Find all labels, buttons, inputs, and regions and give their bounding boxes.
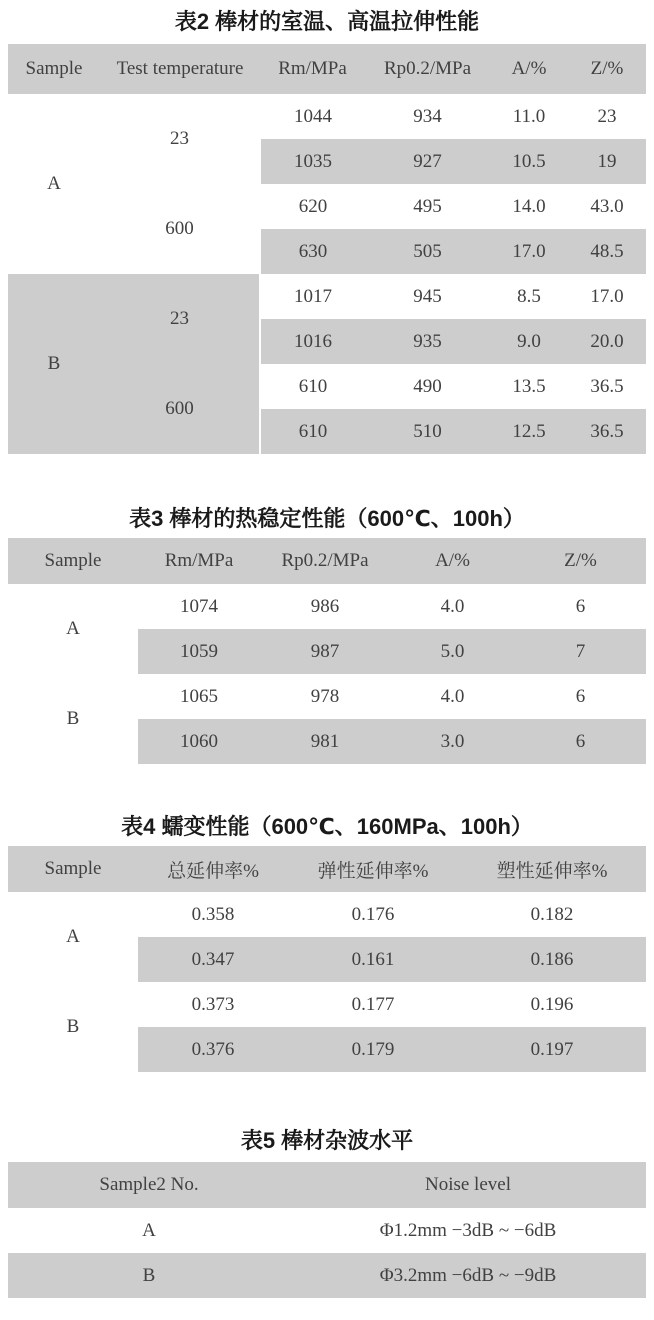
- data-cell: 0.177: [351, 993, 395, 1015]
- data-cell: 927: [365, 139, 490, 184]
- data-cell: 9.0: [490, 319, 568, 364]
- data-cell: Φ1.2mm −3dB ~ −6dB: [379, 1219, 557, 1241]
- data-cell: 0.182: [530, 903, 574, 925]
- table-row: [8, 364, 646, 409]
- data-cell: 6: [575, 685, 586, 707]
- data-cell: 8.5: [517, 285, 541, 307]
- sample-cell: A: [142, 1219, 156, 1241]
- table-3-title: 表3 棒材的热稳定性能（600℃、100h）: [129, 506, 525, 531]
- table-row: [8, 1208, 646, 1253]
- column-header: Rp0.2/MPa: [365, 44, 490, 94]
- table-row: [8, 892, 646, 937]
- data-cell: 13.5: [512, 375, 546, 397]
- data-cell: 36.5: [568, 409, 646, 454]
- data-cell: 935: [365, 319, 490, 364]
- table-row: [8, 1253, 646, 1298]
- table-5-title: 表5 棒材杂波水平: [240, 1128, 414, 1153]
- data-cell: 36.5: [590, 375, 624, 397]
- data-cell: 1065: [180, 685, 218, 707]
- data-cell: 14.0: [512, 195, 546, 217]
- data-cell: 48.5: [568, 229, 646, 274]
- data-cell: 11.0: [512, 105, 546, 127]
- data-cell: 6: [515, 719, 646, 764]
- column-header: Rm/MPa: [260, 44, 365, 94]
- data-cell: 43.0: [590, 195, 624, 217]
- column-header: A/%: [490, 44, 568, 94]
- data-cell: 23: [597, 105, 617, 127]
- data-cell: 620: [260, 184, 365, 229]
- data-cell: 987: [260, 629, 390, 674]
- column-header: Sample: [8, 846, 138, 892]
- table-row: [8, 584, 646, 629]
- column-header: 总延伸率%: [138, 846, 288, 892]
- data-cell: 0.161: [288, 937, 458, 982]
- column-header: Sample2 No.: [8, 1162, 290, 1208]
- data-cell: 986: [310, 595, 340, 617]
- data-cell: 17.0: [590, 285, 624, 307]
- table-4-title: 表4 蠕变性能（600℃、160MPa、100h）: [121, 814, 533, 839]
- data-cell: 0.196: [530, 993, 574, 1015]
- column-header: Z/%: [568, 44, 646, 94]
- data-cell: 0.376: [138, 1027, 288, 1072]
- sample-cell: A: [66, 926, 80, 947]
- data-cell: 12.5: [490, 409, 568, 454]
- column-header: Noise level: [290, 1162, 646, 1208]
- data-cell: 7: [515, 629, 646, 674]
- sample-cell: B: [66, 1016, 80, 1037]
- column-header: 弹性延伸率%: [288, 846, 458, 892]
- data-cell: 934: [413, 105, 442, 127]
- data-cell: 505: [365, 229, 490, 274]
- sample-cell: B: [66, 708, 80, 729]
- data-cell: 1016: [260, 319, 365, 364]
- data-cell: 1044: [260, 94, 365, 139]
- column-header: 塑性延伸率%: [458, 846, 646, 892]
- table-row: [8, 674, 646, 719]
- data-cell: 978: [310, 685, 340, 707]
- column-header: Sample: [8, 44, 100, 94]
- temp-cell: 600: [100, 364, 260, 454]
- data-cell: 0.373: [191, 993, 235, 1015]
- column-header: Rm/MPa: [138, 538, 260, 584]
- data-cell: 1060: [138, 719, 260, 764]
- sample-cell: A: [47, 173, 61, 194]
- table-row: [8, 184, 646, 229]
- data-cell: Φ3.2mm −6dB ~ −9dB: [290, 1253, 646, 1298]
- data-cell: 10.5: [490, 139, 568, 184]
- column-header: Z/%: [515, 538, 646, 584]
- temp-cell: 23: [170, 128, 189, 149]
- column-header: A/%: [390, 538, 515, 584]
- data-cell: 0.197: [458, 1027, 646, 1072]
- table-2: [8, 44, 647, 454]
- sample-cell: B: [8, 1253, 290, 1298]
- data-cell: 610: [260, 409, 365, 454]
- data-cell: 0.176: [351, 903, 395, 925]
- table-row: [8, 982, 646, 1027]
- table-row: [8, 94, 646, 139]
- data-cell: 1035: [260, 139, 365, 184]
- data-cell: 0.179: [288, 1027, 458, 1072]
- data-cell: 4.0: [440, 685, 465, 707]
- data-cell: 495: [413, 195, 442, 217]
- sample-cell: A: [66, 618, 80, 639]
- data-cell: 490: [413, 375, 442, 397]
- data-cell: 1074: [180, 595, 218, 617]
- table-4: [8, 846, 646, 1072]
- data-cell: 510: [365, 409, 490, 454]
- table-row: [8, 274, 646, 319]
- data-cell: 1017: [260, 274, 365, 319]
- column-header: Rp0.2/MPa: [260, 538, 390, 584]
- sample-cell: B: [8, 274, 100, 454]
- data-cell: 6: [575, 595, 586, 617]
- table-3: [8, 538, 646, 764]
- data-cell: 20.0: [568, 319, 646, 364]
- data-cell: 19: [568, 139, 646, 184]
- paper-page: [0, 9, 654, 1298]
- table-2-title: 表2 棒材的室温、高温拉伸性能: [174, 9, 480, 34]
- data-cell: 945: [413, 285, 442, 307]
- column-header: Test temperature: [100, 44, 260, 94]
- table-row: [8, 44, 646, 94]
- table-row: [8, 1162, 646, 1208]
- data-cell: 630: [260, 229, 365, 274]
- table-5: [8, 1162, 646, 1298]
- data-cell: 1059: [138, 629, 260, 674]
- table-row: [8, 538, 646, 584]
- data-cell: 5.0: [390, 629, 515, 674]
- data-cell: 981: [260, 719, 390, 764]
- data-cell: 4.0: [440, 595, 465, 617]
- temp-cell: 600: [165, 218, 194, 239]
- data-cell: 3.0: [390, 719, 515, 764]
- data-cell: 0.186: [458, 937, 646, 982]
- data-cell: 17.0: [490, 229, 568, 274]
- data-cell: 0.347: [138, 937, 288, 982]
- column-header: Sample: [8, 538, 138, 584]
- temp-cell: 23: [100, 274, 260, 364]
- data-cell: 610: [260, 364, 365, 409]
- table-row: [8, 846, 646, 892]
- data-cell: 0.358: [191, 903, 235, 925]
